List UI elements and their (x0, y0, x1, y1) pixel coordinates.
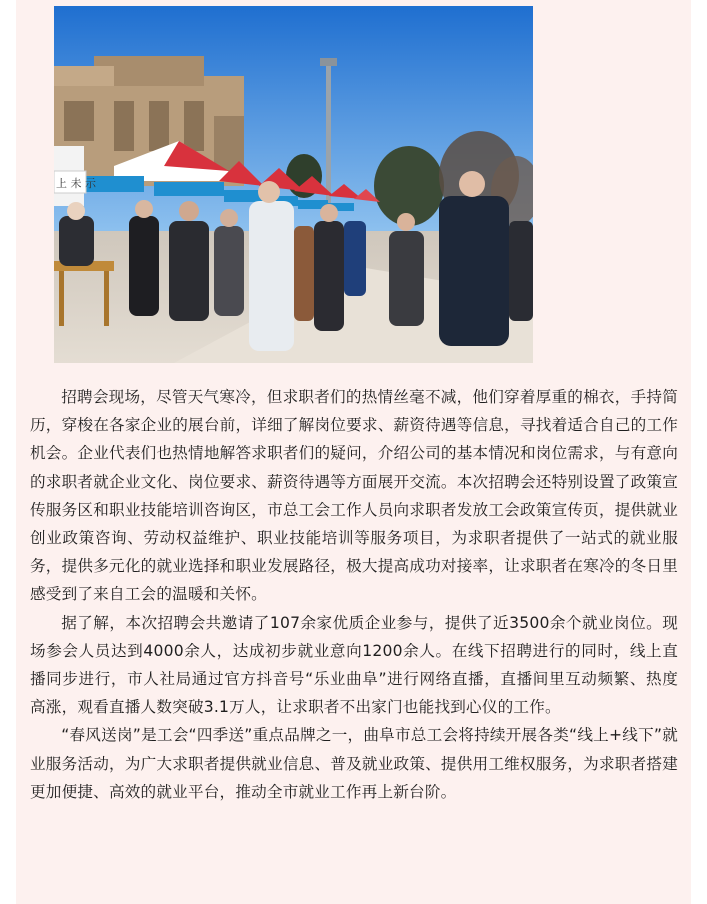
sign-text: 上 未 示 (56, 177, 96, 190)
job-fair-scene (54, 6, 533, 363)
article-card (16, 0, 691, 904)
paragraph-statistics: 据了解，本次招聘会共邀请了107余家优质企业参与，提供了近3500余个就业岗位。现场参会人员达到4000余人，达成初步就业意向1200余人。在线下招聘进行的同时，线上直播同步进行，市人社局通过官方抖音号“乐业曲阜”进行网络直播，直播间里互动频繁、热度高涨，观看直播人数突破3.1万人，让求职者不出家门也能找到心仪的工作。 (30, 613, 678, 717)
article-body (30, 383, 678, 806)
paragraph-job-fair-scene: 招聘会现场，尽管天气寒冷，但求职者们的热情丝毫不减，他们穿着厚重的棉衣，手持简历，穿梭在各家企业的展台前，详细了解岗位要求、薪资待遇等信息，寻找着适合自己的工作机会。企业代表们也热情地解答求职者们的疑问，介绍公司的基本情况和岗位需求，与有意向的求职者就企业文化、岗位要求、薪资待遇等方面展开交流。本次招聘会还特别设置了政策宣传服务区和职业技能培训咨询区，市总工会工作人员向求职者发放工会政策宣传页，提供就业创业政策咨询、劳动权益维护、职业技能培训等服务项目，为求职者提供了一站式的就业服务，提供多元化的就业选择和职业发展路径，极大提高成功对接率，让求职者在寒冷的冬日里感受到了来自工会的温暖和关怀。 (30, 388, 678, 604)
paragraph-brand: “春风送岗”是工会“四季送”重点品牌之一，曲阜市总工会将持续开展各类“线上+线下”就业服务活动，为广大求职者提供就业信息、普及就业政策、提供用工维权服务，为求职者搭建更加便捷、高效的就业平台，推动全市就业工作再上新台阶。 (30, 726, 678, 801)
job-fair-photo (54, 6, 533, 363)
